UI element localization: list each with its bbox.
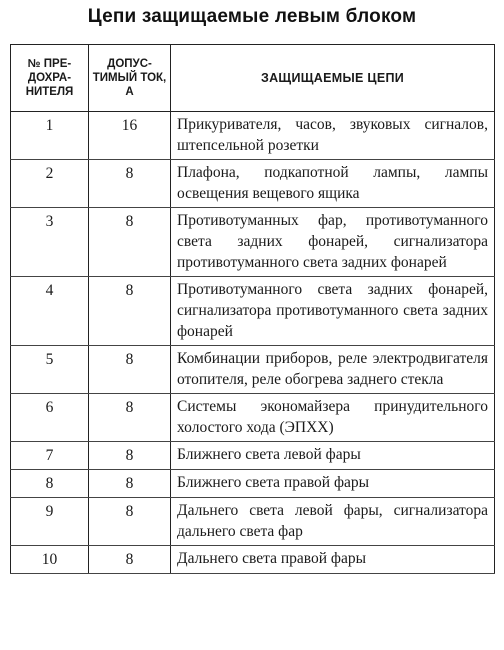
current-cell: 8 bbox=[89, 546, 171, 574]
circuits-cell: Комбинации приборов, реле электродвигателя отопителя, реле обогрева заднего стекла bbox=[171, 346, 495, 394]
table-row bbox=[11, 346, 495, 394]
page-title: Цепи защищаемые левым блоком bbox=[87, 6, 417, 27]
current-cell: 8 bbox=[89, 470, 171, 498]
table-row bbox=[11, 112, 495, 160]
fuse-number-cell: 3 bbox=[11, 208, 89, 277]
table-row bbox=[11, 160, 495, 208]
table-row bbox=[11, 498, 495, 546]
current-cell: 8 bbox=[89, 208, 171, 277]
fuse-number-cell: 8 bbox=[11, 470, 89, 498]
table-row bbox=[11, 442, 495, 470]
circuits-cell: Дальнего света левой фары, сигнализатора дальнего света фар bbox=[171, 498, 495, 546]
fuse-number-cell: 7 bbox=[11, 442, 89, 470]
fuse-number-cell: 9 bbox=[11, 498, 89, 546]
current-cell: 8 bbox=[89, 394, 171, 442]
current-cell: 8 bbox=[89, 277, 171, 346]
current-cell: 16 bbox=[89, 112, 171, 160]
circuits-cell: Ближнего света правой фары bbox=[171, 470, 495, 498]
fuse-number-cell: 10 bbox=[11, 546, 89, 574]
header-fuse-number: № ПРЕ-ДОХРА-НИТЕЛЯ bbox=[11, 45, 89, 112]
fuse-table bbox=[10, 44, 495, 574]
circuits-cell: Системы экономайзера принудительного холостого хода (ЭПХХ) bbox=[171, 394, 495, 442]
circuits-cell: Дальнего света правой фары bbox=[171, 546, 495, 574]
circuits-cell: Прикуривателя, часов, звуковых сигналов, штепсельной розетки bbox=[171, 112, 495, 160]
current-cell: 8 bbox=[89, 498, 171, 546]
fuse-number-cell: 2 bbox=[11, 160, 89, 208]
table-row bbox=[11, 546, 495, 574]
header-circuits: ЗАЩИЩАЕМЫЕ ЦЕПИ bbox=[171, 45, 495, 112]
circuits-cell: Противотуманных фар, противотуманного света задних фонарей, сигнализатора противотуманного света задних фонарей bbox=[171, 208, 495, 277]
table-row bbox=[11, 277, 495, 346]
circuits-cell: Противотуманного света задних фонарей, сигнализатора противотуманного света задних фонарей bbox=[171, 277, 495, 346]
fuse-number-cell: 6 bbox=[11, 394, 89, 442]
fuse-number-cell: 1 bbox=[11, 112, 89, 160]
current-cell: 8 bbox=[89, 346, 171, 394]
fuse-number-cell: 5 bbox=[11, 346, 89, 394]
table-row bbox=[11, 394, 495, 442]
table-row bbox=[11, 470, 495, 498]
table-header-row bbox=[11, 45, 495, 112]
circuits-cell: Плафона, подкапотной лампы, лампы освещения вещевого ящика bbox=[171, 160, 495, 208]
current-cell: 8 bbox=[89, 160, 171, 208]
table-row bbox=[11, 208, 495, 277]
current-cell: 8 bbox=[89, 442, 171, 470]
fuse-number-cell: 4 bbox=[11, 277, 89, 346]
header-current: ДОПУС-ТИМЫЙ ТОК, А bbox=[89, 45, 171, 112]
circuits-cell: Ближнего света левой фары bbox=[171, 442, 495, 470]
